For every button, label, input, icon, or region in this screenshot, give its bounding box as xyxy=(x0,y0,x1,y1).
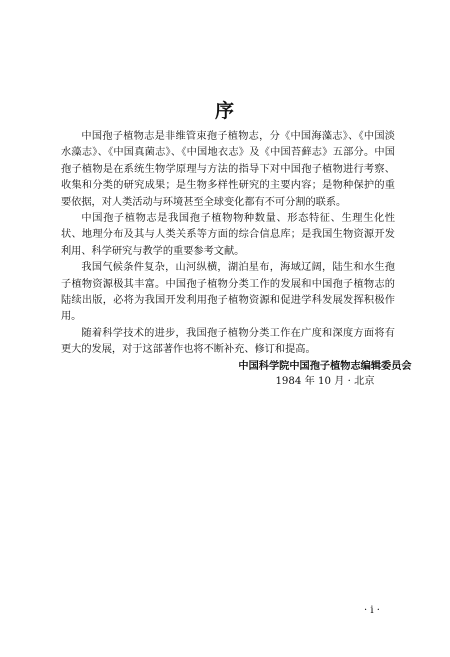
page-title: 序 xyxy=(214,100,235,122)
paragraph-4: 随着科学技术的进步，我国孢子植物分类工作在广度和深度方面将有更大的发展，对于这部著作也将不断补充、修订和提高。 xyxy=(61,327,395,356)
preface-body xyxy=(61,129,395,359)
paragraph-1: 中国孢子植物志是非维管束孢子植物志，分《中国海藻志》、《中国淡水藻志》、《中国真菌志》、《中国地衣志》及《中国苔藓志》五部分。中国孢子植物是在系统生物学原理与方法的指导下对中国孢子植物进行考察、收集和分类的研究成果；是生物多样性研究的主要内容；是物种保护的重要依据，对人类活动与环境甚至全球变化都有不可分割的联系。 xyxy=(61,131,395,208)
page-number: · i · xyxy=(364,605,380,616)
signature-date: 1984 年 10 月 · 北京 xyxy=(275,376,375,388)
signature-organization: 中国科学院中国孢子植物志编辑委员会 xyxy=(238,360,412,372)
paragraph-3: 我国气候条件复杂，山河纵横，湖泊星布，海域辽阔，陆生和水生孢子植物资源极其丰富。中国孢子植物分类工作的发展和中国孢子植物志的陆续出版，必将为我国开发利用孢子植物资源和促进学科发展发挥积极作用。 xyxy=(61,262,395,323)
signature-block xyxy=(230,358,420,391)
paragraph-2: 中国孢子植物志是我国孢子植物物种数量、形态特征、生理生化性状、地理分布及其与人类关系等方面的综合信息库；是我国生物资源开发利用、科学研究与教学的重要参考文献。 xyxy=(61,213,395,257)
